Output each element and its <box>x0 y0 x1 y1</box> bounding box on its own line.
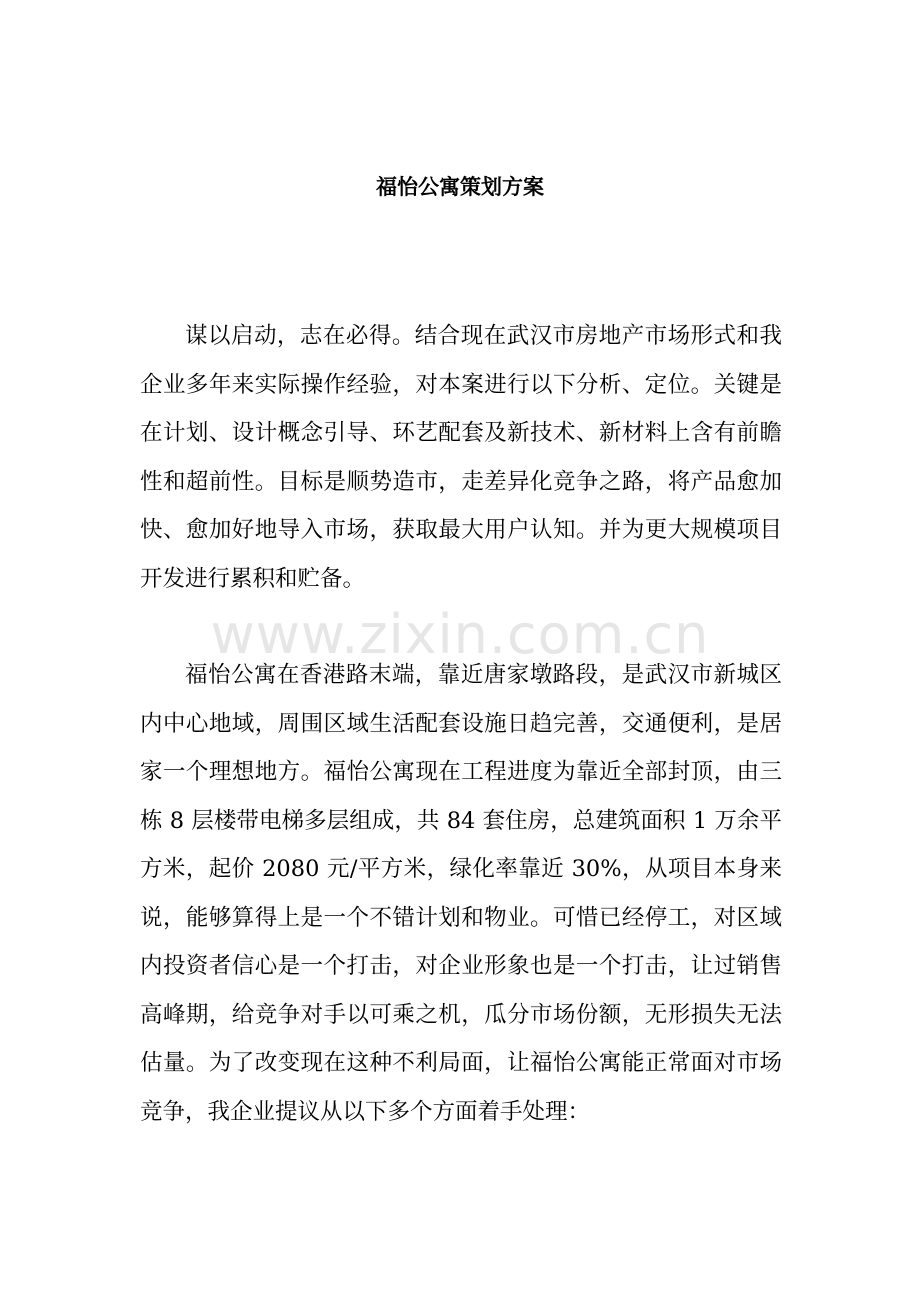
paragraph-project-overview: 福怡公寓在香港路末端，靠近唐家墩路段，是武汉市新城区内中心地域，周围区域生活配套设施日趋完善，交通便利，是居家一个理想地方。福怡公寓现在工程进度为靠近全部封顶，由三栋 8 层楼带电梯多层组成，共 84 套住房，总建筑面积 1 万余平方米，起价 2080 元/平方米，绿化率靠近 30%，从项目本身来说，能够算得上是一个不错计划和物业。可惜已经停工，对区域内投资者信心是一个打击，对企业形象也是一个打击，让过销售高峰期，给竞争对手以可乘之机，瓜分市场份额，无形损失无法估量。为了改变现在这种不利局面，让福怡公寓能正常面对市场竞争，我企业提议从以下多个方面着手处理： <box>140 662 782 1125</box>
page-title: 福怡公寓策划方案 <box>376 175 544 199</box>
watermark: www.zixin.com.cn <box>210 603 710 666</box>
paragraph-intro: 谋以启动，志在必得。结合现在武汉市房地产市场形式和我企业多年来实际操作经验，对本案进行以下分析、定位。关键是在计划、设计概念引导、环艺配套及新技术、新材料上含有前瞻性和超前性。目标是顺势造市，走差异化竞争之路，将产品愈加快、愈加好地导入市场，获取最大用户认知。并为更大规模项目开发进行累积和贮备。 <box>140 323 782 592</box>
